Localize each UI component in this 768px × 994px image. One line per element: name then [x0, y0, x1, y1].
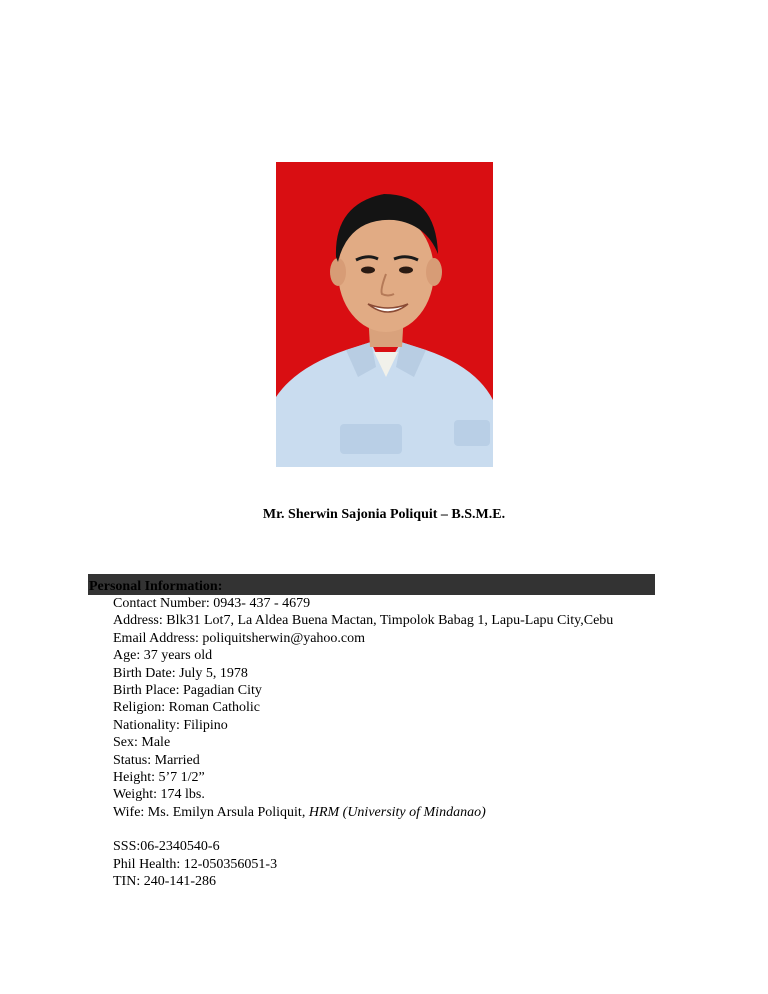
- age: Age: 37 years old: [113, 648, 213, 664]
- portrait-photo: [276, 162, 493, 467]
- height: Height: 5’7 1/2”: [113, 769, 205, 785]
- civil-status: Status: Married: [113, 752, 200, 768]
- wife: [113, 804, 613, 821]
- birth-date: Birth Date: July 5, 1978: [113, 665, 248, 681]
- contact-number: Contact Number: 0943- 437 - 4679: [113, 596, 311, 611]
- weight: Weight: 174 lbs.: [113, 787, 205, 803]
- personal-information-list: [113, 595, 613, 891]
- tin-number: TIN: 240-141-286: [113, 874, 217, 890]
- birth-place: Birth Place: Pagadian City: [113, 682, 262, 698]
- spacer: [113, 821, 613, 838]
- wife-education: HRM (University of Mindanao): [308, 804, 486, 820]
- address: Address: Blk31 Lot7, La Aldea Buena Mactan, Timpolok Babag 1, Lapu-Lapu City,Cebu: [113, 613, 614, 629]
- nationality: Nationality: Filipino: [113, 717, 228, 733]
- sex: Sex: Male: [113, 735, 171, 751]
- candidate-name: Mr. Sherwin Sajonia Poliquit – B.S.M.E.: [262, 507, 506, 522]
- section-title-personal-information: Personal Information:: [89, 579, 223, 594]
- email-address: Email Address: poliquitsherwin@yahoo.com: [113, 630, 366, 646]
- portrait-illustration: [276, 162, 493, 467]
- sss-number: SSS:06-2340540-6: [113, 839, 220, 855]
- religion: Religion: Roman Catholic: [113, 700, 260, 716]
- wife-name: Wife: Ms. Emilyn Arsula Poliquit,: [113, 804, 309, 820]
- phil-health-number: Phil Health: 12-050356051-3: [113, 856, 278, 872]
